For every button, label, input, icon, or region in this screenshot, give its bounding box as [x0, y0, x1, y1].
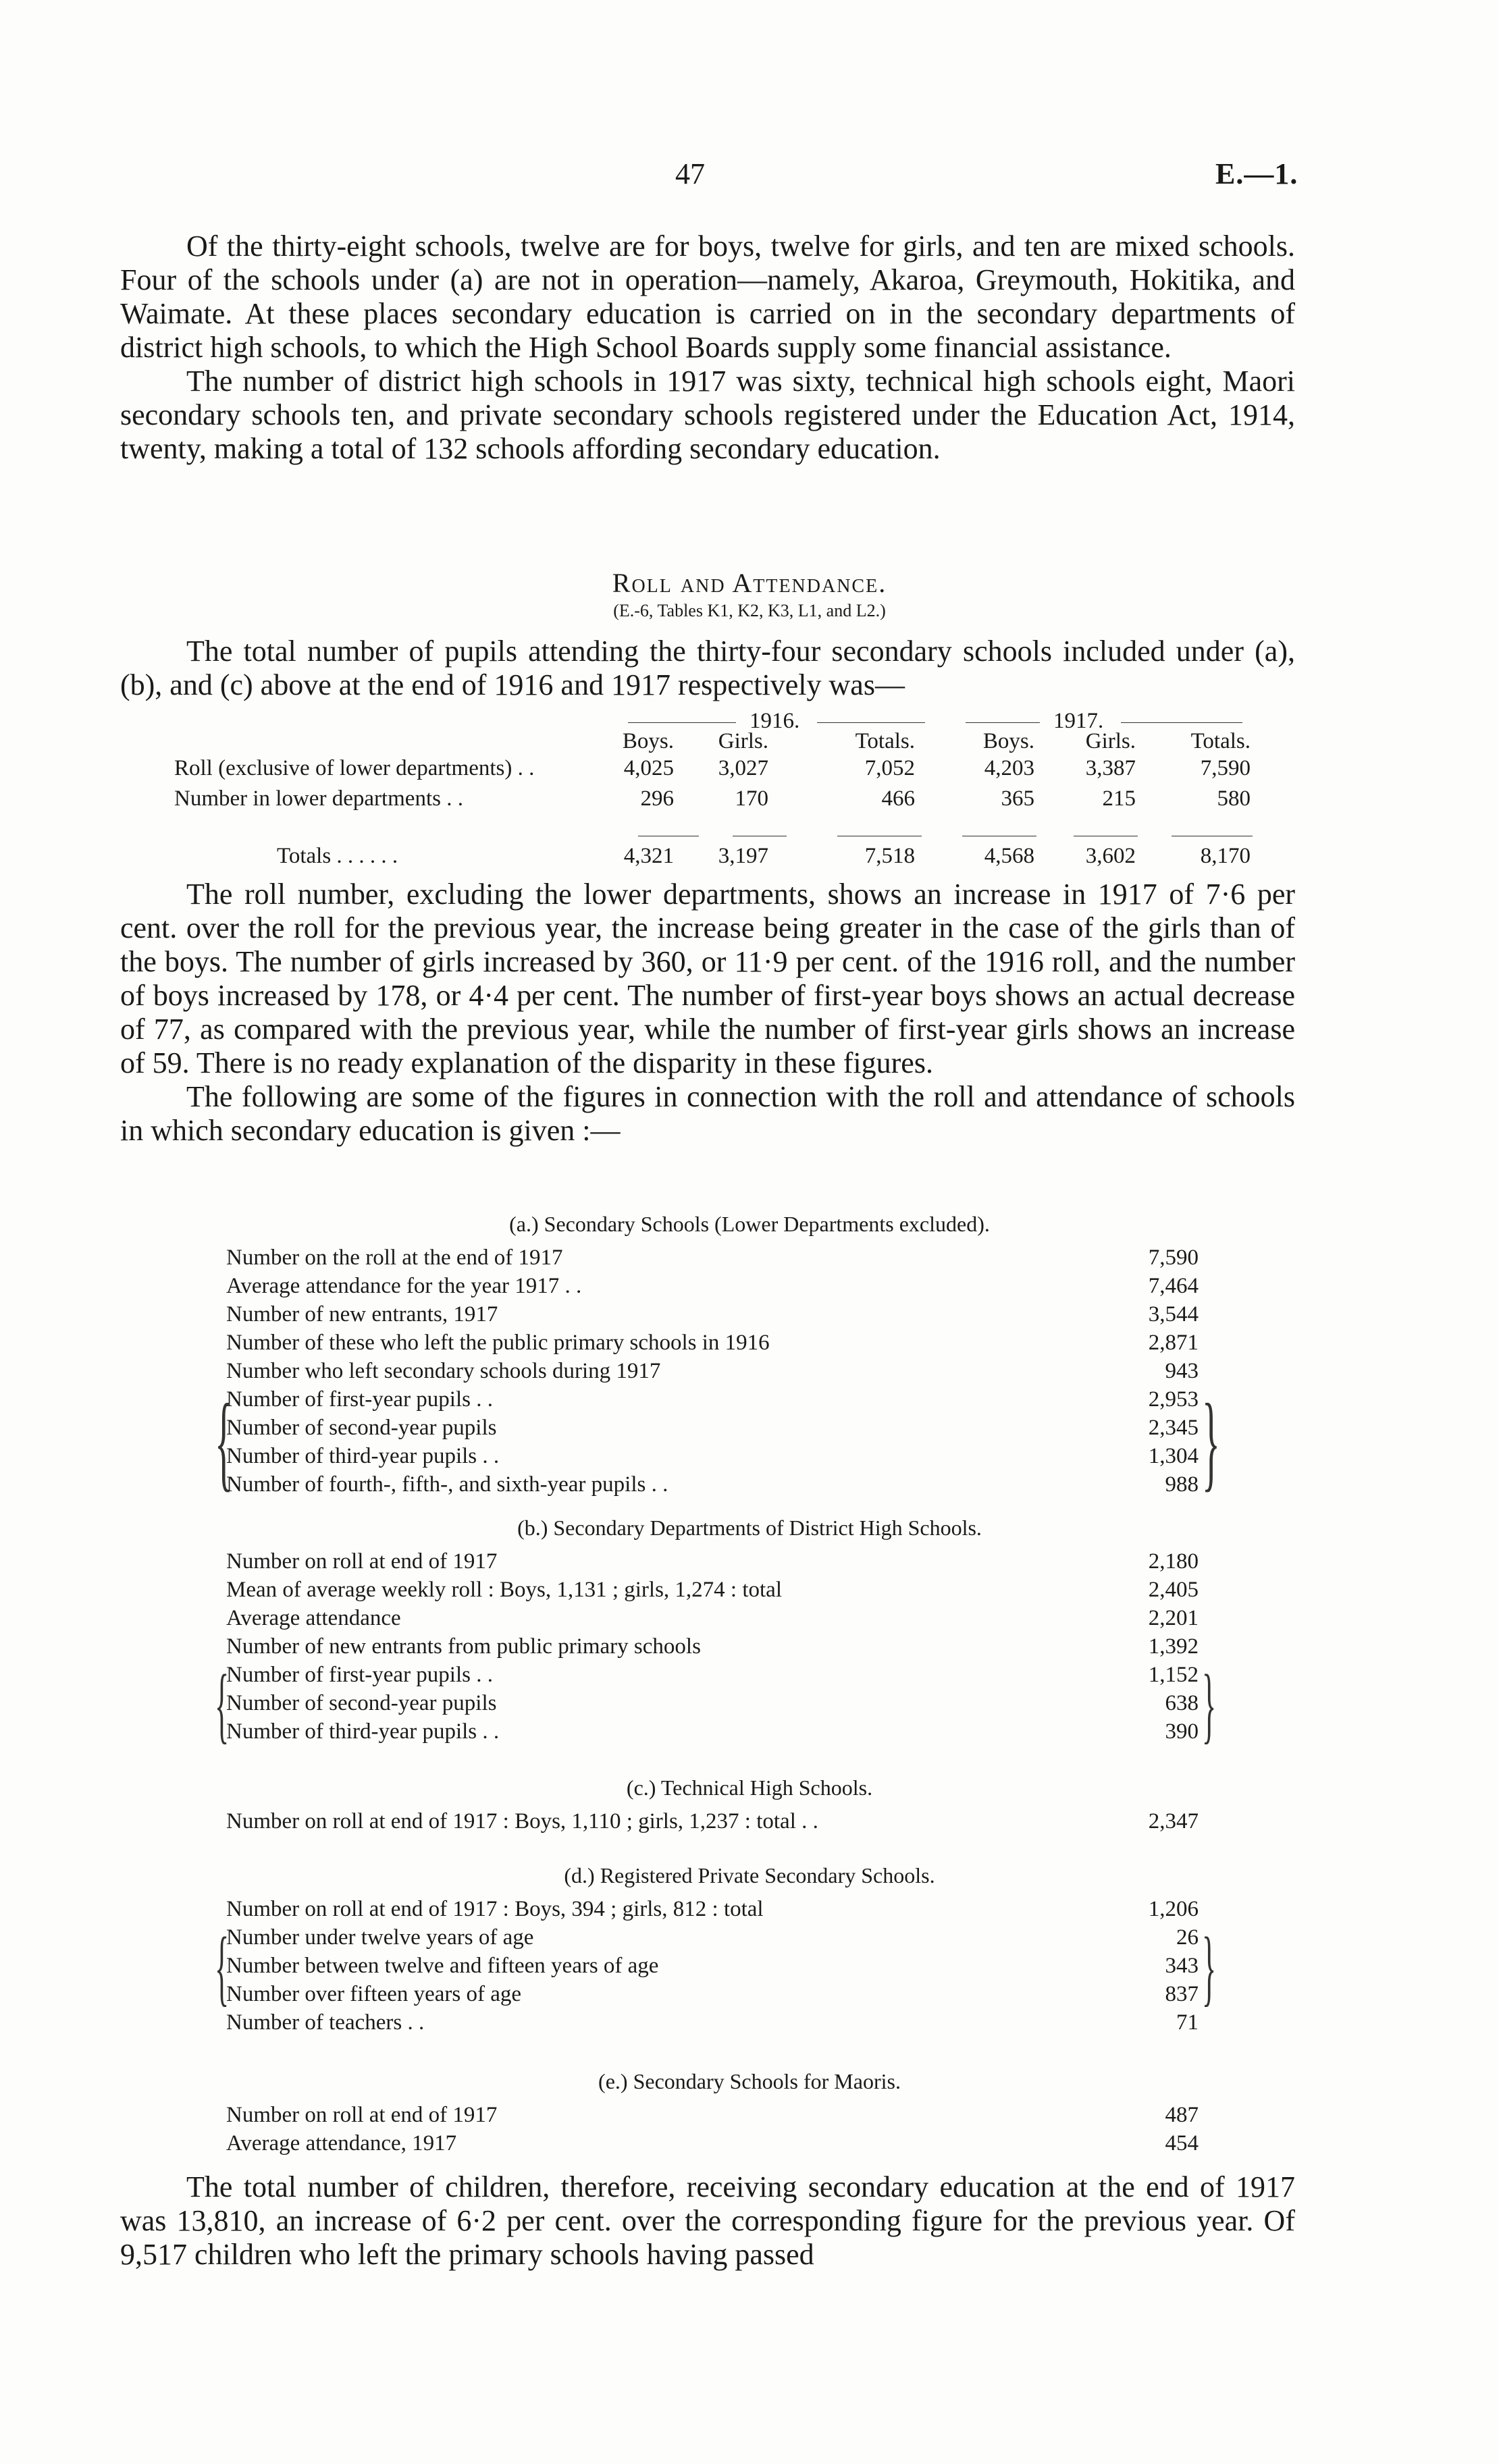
paragraph-closing: The total number of children, therefore, receiving secondary education at the end of 1917 was 13,810, an increase of 6·2 per cent. over the corresponding figure for the previous year. Of 9,517 children who left the primary schools having passed [120, 2170, 1295, 2271]
section-d-title: (d.) Registered Private Secondary Schools. [564, 1863, 935, 1887]
document-reference: E.—1. [1215, 157, 1298, 190]
stat-row: Number on the roll at the end of 1917 7,590 [226, 1246, 1199, 1270]
row-label: Roll (exclusive of lower departments) . . [174, 756, 535, 780]
left-brace: { [215, 1658, 230, 1752]
cell: 7,052 [864, 756, 915, 780]
left-brace: { [215, 1381, 233, 1501]
col-header: Boys. [622, 729, 674, 753]
stat-row: Number under twelve years of age 26 [226, 1925, 1199, 1950]
stat-row: Average attendance, 1917 454 [226, 2131, 1199, 2155]
paragraph-district-schools: The number of district high schools in 1917 was sixty, technical high schools eight, Maori secondary schools ten, and private secondary schools registered under the Education Act, 1914, twenty, making a total of 132 schools affording secondary education. [120, 365, 1295, 465]
totals-label: Totals . . . . . . [277, 844, 398, 868]
stat-row: Number of first-year pupils . . 2,953 [226, 1387, 1199, 1412]
stat-row: Number of second-year pupils 638 [226, 1691, 1199, 1715]
cell: 296 [640, 786, 674, 811]
cell: 215 [1102, 786, 1136, 811]
cell: 580 [1217, 786, 1251, 811]
stat-row: Number of new entrants from public primary schools 1,392 [226, 1634, 1199, 1659]
year-brace-rule [1121, 722, 1242, 723]
cell: 4,568 [984, 844, 1034, 868]
cell: 170 [735, 786, 768, 811]
cell: 3,197 [718, 844, 768, 868]
section-b-title: (b.) Secondary Departments of District High Schools. [517, 1516, 982, 1540]
stat-row: Number of these who left the public primary schools in 1916 2,871 [226, 1331, 1199, 1355]
cell: 4,321 [623, 844, 674, 868]
col-header: Totals. [1190, 729, 1251, 753]
cell: 365 [1001, 786, 1034, 811]
col-header: Girls. [1085, 729, 1136, 753]
section-heading: Roll and Attendance. [612, 568, 887, 598]
right-brace: } [1202, 1658, 1217, 1752]
stat-row: Number between twelve and fifteen years of age 343 [226, 1954, 1199, 1978]
analysis-text [120, 878, 1295, 1148]
left-brace: { [215, 1921, 230, 2014]
year-brace-rule [628, 722, 736, 723]
stat-row: Number of first-year pupils . . 1,152 [226, 1663, 1199, 1687]
stat-row: Average attendance 2,201 [226, 1606, 1199, 1630]
stat-row: Number of third-year pupils . . 390 [226, 1719, 1199, 1744]
cell: 7,590 [1200, 756, 1251, 780]
right-brace: } [1202, 1921, 1217, 2014]
roll-table [0, 709, 1499, 878]
row-label: Number in lower departments . . [174, 786, 463, 811]
closing-text [120, 2170, 1295, 2272]
stat-row: Number over fifteen years of age 837 [226, 1982, 1199, 2006]
cell: 466 [881, 786, 915, 811]
col-header: Boys. [982, 729, 1034, 753]
stat-row: Number of second-year pupils 2,345 [226, 1416, 1199, 1440]
cell: 8,170 [1200, 844, 1251, 868]
right-brace: } [1202, 1381, 1220, 1501]
page-number: 47 [675, 157, 705, 190]
stat-row: Number of third-year pupils . . 1,304 [226, 1444, 1199, 1468]
year-brace-rule [966, 722, 1040, 723]
col-header: Totals. [855, 729, 915, 753]
section-a-title: (a.) Secondary Schools (Lower Departments excluded). [509, 1212, 990, 1236]
stat-row: Number of new entrants, 1917 3,544 [226, 1302, 1199, 1327]
cell: 4,025 [623, 756, 674, 780]
paragraph-schools: Of the thirty-eight schools, twelve are for boys, twelve for girls, and ten are mixed schools. Four of the schools under (a) are not in operation—namely, Akaroa, Greymouth, Hokitika, and Waimate. At these places secondary education is carried on in the secondary departments of district high schools, to which the High School Boards supply some financial assistance. [120, 230, 1295, 364]
roll-lead [120, 635, 1295, 702]
col-header: Girls. [718, 729, 768, 753]
stat-row: Number on roll at end of 1917 : Boys, 1,110 ; girls, 1,237 : total . . 2,347 [226, 1809, 1199, 1833]
year-header-1916: 1916. [750, 709, 800, 733]
year-brace-rule [817, 722, 925, 723]
stat-row: Number of fourth-, fifth-, and sixth-year pupils . . 988 [226, 1472, 1199, 1497]
intro-text [120, 230, 1295, 466]
cell: 4,203 [984, 756, 1034, 780]
stat-row: Number on roll at end of 1917 2,180 [226, 1549, 1199, 1574]
stat-row: Number of teachers . . 71 [226, 2010, 1199, 2035]
section-c-title: (c.) Technical High Schools. [626, 1775, 873, 1800]
year-header-1917: 1917. [1053, 709, 1104, 733]
paragraph-following: The following are some of the figures in connection with the roll and attendance of schools in which secondary education is given :— [120, 1080, 1295, 1147]
section-subheading: (E.-6, Tables K1, K2, K3, L1, and L2.) [613, 601, 886, 620]
paragraph-analysis: The roll number, excluding the lower departments, shows an increase in 1917 of 7·6 per cent. over the roll for the previous year, the increase being greater in the case of the girls than of the boys. The number of girls increased by 360, or 11·9 per cent. of the 1916 roll, and the number of boys increased by 178, or 4·4 per cent. The number of first-year boys shows an actual decrease of 77, as compared with the previous year, while the number of first-year girls shows an increase of 59. There is no ready explanation of the disparity in these figures. [120, 878, 1295, 1079]
paragraph-roll-lead: The total number of pupils attending the thirty-four secondary schools included under (a), (b), and (c) above at the end of 1916 and 1917 respectively was— [120, 635, 1295, 701]
stat-row: Mean of average weekly roll : Boys, 1,131 ; girls, 1,274 : total 2,405 [226, 1578, 1199, 1602]
stat-row: Average attendance for the year 1917 . . 7,464 [226, 1274, 1199, 1298]
cell: 7,518 [864, 844, 915, 868]
cell: 3,387 [1085, 756, 1136, 780]
section-e-title: (e.) Secondary Schools for Maoris. [598, 2069, 901, 2093]
cell: 3,602 [1085, 844, 1136, 868]
stat-row: Number who left secondary schools during 1917 943 [226, 1359, 1199, 1383]
stat-row: Number on roll at end of 1917 : Boys, 394 ; girls, 812 : total 1,206 [226, 1897, 1199, 1921]
cell: 3,027 [718, 756, 768, 780]
stat-row: Number on roll at end of 1917 487 [226, 2103, 1199, 2127]
